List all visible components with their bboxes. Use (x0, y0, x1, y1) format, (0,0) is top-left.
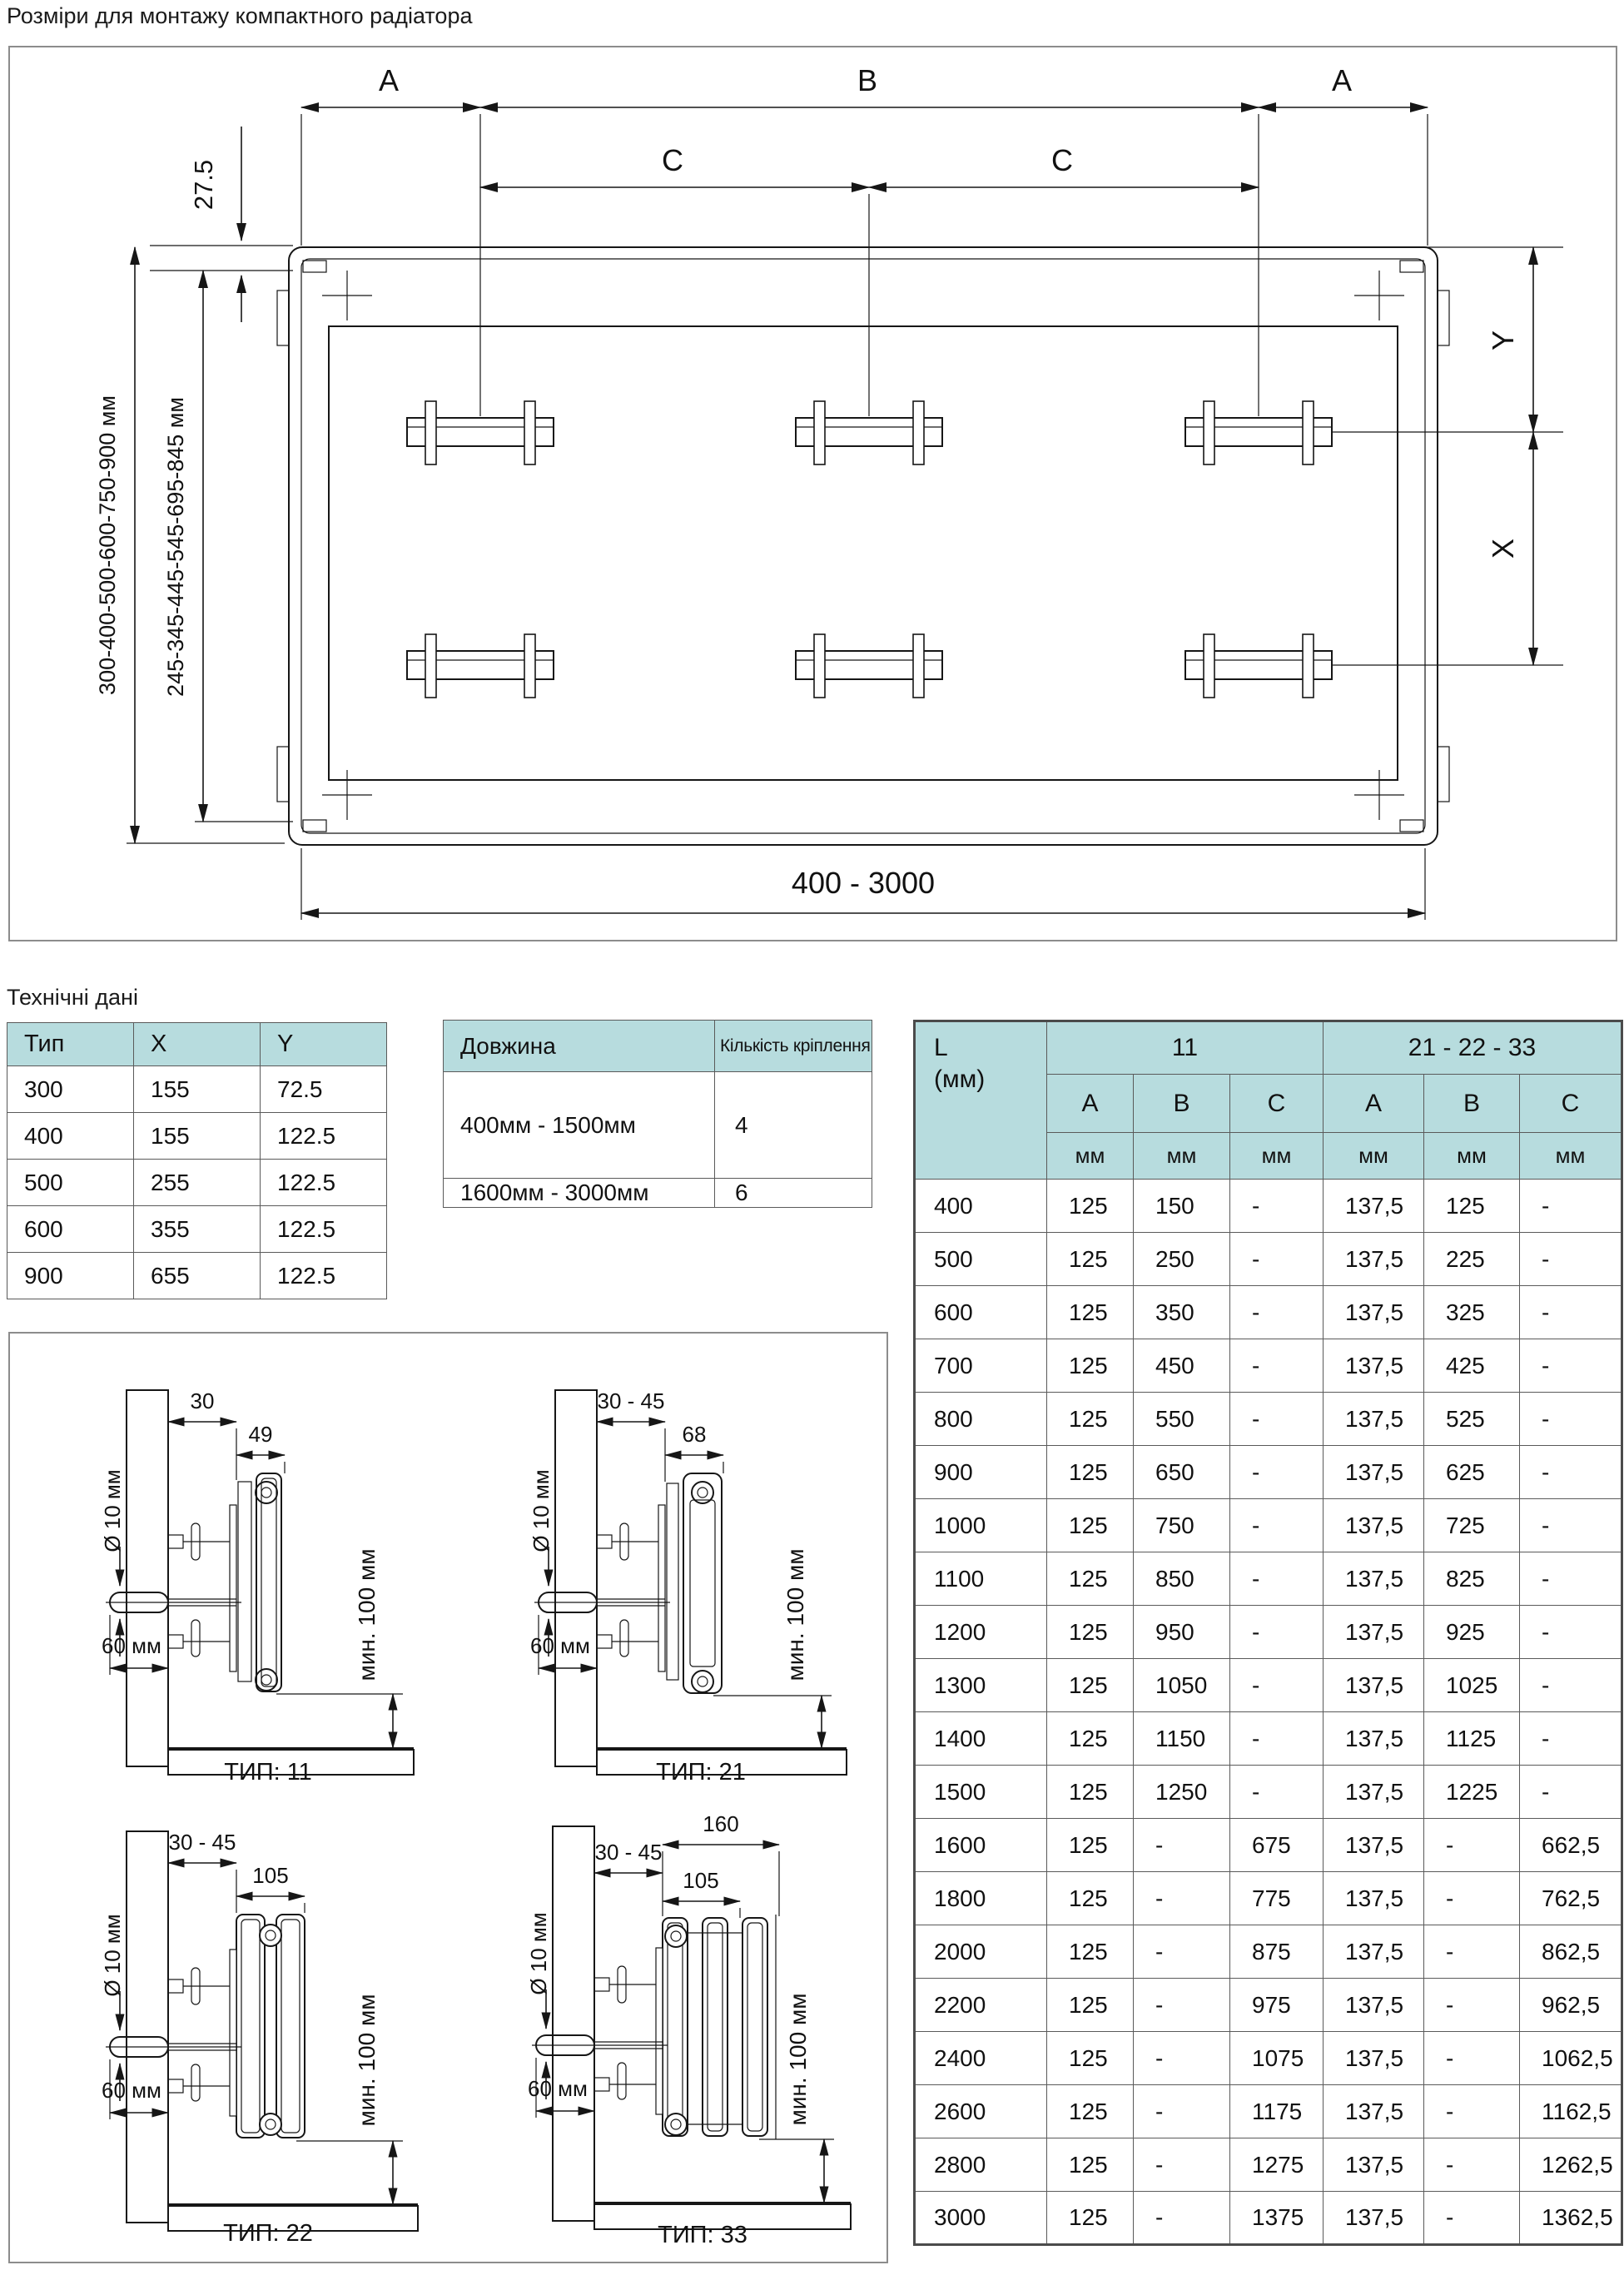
wall-gap-dim: 30 - 45 (597, 1388, 665, 1413)
table-cell: 125 (1047, 2138, 1134, 2192)
table-cell: 137,5 (1324, 1180, 1424, 1233)
table-cell: - (1424, 2192, 1520, 2245)
table-cell: - (1230, 1180, 1324, 1233)
l-cell: 1800 (915, 1872, 1047, 1925)
l-cell: 2400 (915, 2032, 1047, 2085)
table-cell: 125 (1047, 1233, 1134, 1286)
table-cell: 1262,5 (1520, 2138, 1622, 2192)
table-cell: 125 (1047, 1712, 1134, 1766)
dim-label-c-right: C (1051, 143, 1073, 177)
table-cell: 650 (1134, 1446, 1230, 1499)
l-cell: 600 (915, 1286, 1047, 1339)
table-cell: - (1520, 1659, 1622, 1712)
diagram-caption: ТИП: 11 (224, 1759, 312, 1786)
dim-label-x: X (1486, 538, 1520, 559)
table-row (915, 1819, 1622, 1872)
table-cell: 975 (1230, 1979, 1324, 2032)
table-row (915, 1286, 1622, 1339)
table-cell: - (1424, 2138, 1520, 2192)
height-range-outer: 300-400-500-600-750-900 мм (95, 395, 120, 695)
wall-bracket (168, 1505, 236, 1671)
radiator-section (238, 1473, 281, 1691)
table-cell: 137,5 (1324, 1712, 1424, 1766)
table-cell: 300 (7, 1066, 134, 1113)
table-row (915, 2032, 1622, 2085)
table-cell: 125 (1047, 1446, 1134, 1499)
wall-bracket (168, 1950, 236, 2116)
table-row (915, 1766, 1622, 1819)
table-cell: 125 (1047, 1979, 1134, 2032)
table-row (7, 1066, 387, 1113)
table-cell: 255 (134, 1160, 261, 1206)
table-cell: 225 (1424, 1233, 1520, 1286)
min-floor-clearance-dim: мин. 100 мм (354, 1994, 380, 2127)
screw-diameter-dim: Ø 10 мм (100, 1469, 125, 1552)
table-cell: - (1230, 1339, 1324, 1393)
table-cell: 125 (1047, 1393, 1134, 1446)
dimension-length (301, 848, 1425, 920)
table-cell: 125 (1424, 1180, 1520, 1233)
wall-gap-dim: 30 (190, 1388, 215, 1413)
table-cell: 125 (1047, 1819, 1134, 1872)
table-cell: 6 (715, 1179, 872, 1208)
table-cell: 137,5 (1324, 1819, 1424, 1872)
table-cell: 137,5 (1324, 1659, 1424, 1712)
column-header-x: X (134, 1023, 261, 1066)
min-floor-clearance-dim: мин. 100 мм (782, 1548, 808, 1681)
table-cell: - (1520, 1499, 1622, 1552)
l-cell: 1000 (915, 1499, 1047, 1552)
table-cell: 675 (1230, 1819, 1324, 1872)
table-cell: 400мм - 1500мм (444, 1072, 715, 1179)
table-cell: - (1230, 1766, 1324, 1819)
table-cell: 325 (1424, 1286, 1520, 1339)
diagram-caption: ТИП: 33 (658, 2222, 747, 2248)
table-row (915, 1499, 1622, 1552)
table-cell: 137,5 (1324, 1872, 1424, 1925)
sub-header: A (1047, 1075, 1134, 1133)
header-row (444, 1021, 872, 1072)
l-cell: 400 (915, 1180, 1047, 1233)
table-cell: 137,5 (1324, 1766, 1424, 1819)
min-floor-clearance-dim: мин. 100 мм (354, 1548, 380, 1681)
table-row (915, 1872, 1622, 1925)
column-header-type: Тип (7, 1023, 134, 1066)
tech-data-heading: Технічні дані (7, 985, 138, 1010)
table-cell: 762,5 (1520, 1872, 1622, 1925)
radiator-mounting-drawing (10, 47, 1616, 940)
table-cell: - (1424, 1979, 1520, 2032)
l-cell: 1300 (915, 1659, 1047, 1712)
table-cell: 825 (1424, 1552, 1520, 1606)
table-cell: - (1424, 2032, 1520, 2085)
table-cell: 122.5 (261, 1160, 387, 1206)
table-cell: 1175 (1230, 2085, 1324, 2138)
unit-header: мм (1134, 1133, 1230, 1180)
mounting-brackets (407, 401, 1332, 698)
table-cell: 600 (7, 1206, 134, 1253)
l-cell: 500 (915, 1233, 1047, 1286)
table-cell: 250 (1134, 1233, 1230, 1286)
table-cell: 950 (1134, 1606, 1230, 1659)
table-cell: - (1230, 1233, 1324, 1286)
depth-dim: 105 (252, 1863, 289, 1888)
table-row (915, 1180, 1622, 1233)
table-row (915, 1606, 1622, 1659)
table-cell: 125 (1047, 2192, 1134, 2245)
table-cell: 1075 (1230, 2032, 1324, 2085)
table-cell: 525 (1424, 1393, 1520, 1446)
radiator-section (667, 1473, 722, 1693)
table-cell: 137,5 (1324, 2138, 1424, 2192)
main-drawing-box (8, 46, 1617, 941)
table-cell: 137,5 (1324, 2032, 1424, 2085)
table-cell: 655 (134, 1253, 261, 1299)
screw-diameter-dim: Ø 10 мм (529, 1469, 554, 1552)
table-row (915, 1712, 1622, 1766)
table-row (7, 1206, 387, 1253)
dimension-top-offset (150, 127, 293, 322)
diagram-type-11 (27, 1357, 443, 1790)
table-row (444, 1072, 872, 1179)
length-range: 400 - 3000 (791, 866, 936, 900)
table-cell: 962,5 (1520, 1979, 1622, 2032)
table-cell: - (1134, 2032, 1230, 2085)
table-cell: 155 (134, 1066, 261, 1113)
table-cell: 450 (1134, 1339, 1230, 1393)
dimensions (529, 1388, 832, 1748)
height-range-inner: 245-345-445-545-695-845 мм (163, 397, 188, 697)
table-cell: 125 (1047, 1872, 1134, 1925)
table-cell: 662,5 (1520, 1819, 1622, 1872)
radiator-front-view (277, 247, 1449, 845)
table-cell: 1062,5 (1520, 2032, 1622, 2085)
table-cell: 137,5 (1324, 1552, 1424, 1606)
sub-header: C (1520, 1075, 1622, 1133)
l-cell: 2600 (915, 2085, 1047, 2138)
table-cell: 137,5 (1324, 1925, 1424, 1979)
dim-label-b: B (857, 63, 878, 97)
unit-header: мм (1324, 1133, 1424, 1180)
table-cell: - (1230, 1712, 1324, 1766)
table-cell: - (1230, 1606, 1324, 1659)
diagram-type-33 (453, 1793, 876, 2255)
inner-depth-dim: 105 (683, 1868, 719, 1893)
table-cell: 1362,5 (1520, 2192, 1622, 2245)
table-cell: - (1134, 1925, 1230, 1979)
table-cell: 775 (1230, 1872, 1324, 1925)
l-cell: 900 (915, 1446, 1047, 1499)
table-cell: - (1520, 1286, 1622, 1339)
table-cell: - (1520, 1180, 1622, 1233)
l-label: L (934, 1034, 948, 1061)
table-cell: 137,5 (1324, 1606, 1424, 1659)
mounting-dimensions-table (913, 1020, 1623, 2246)
table-cell: 137,5 (1324, 2192, 1424, 2245)
table-cell: 750 (1134, 1499, 1230, 1552)
dim-label-y: Y (1486, 330, 1520, 351)
min-floor-clearance-dim: мин. 100 мм (785, 1993, 811, 2126)
page-title: Розміри для монтажу компактного радіатора (7, 3, 473, 28)
table-cell: - (1424, 1819, 1520, 1872)
table-row (915, 2085, 1622, 2138)
table-cell: 137,5 (1324, 1339, 1424, 1393)
l-cell: 1100 (915, 1552, 1047, 1606)
table-cell: 1250 (1134, 1766, 1230, 1819)
unit-header: мм (1047, 1133, 1134, 1180)
dim-label-a-right: A (1331, 63, 1353, 97)
radiator-section (663, 1915, 776, 2139)
table-cell: 400 (7, 1113, 134, 1160)
table-row (7, 1253, 387, 1299)
table-cell: 1050 (1134, 1659, 1230, 1712)
table-cell: - (1520, 1766, 1622, 1819)
table-row (915, 1552, 1622, 1606)
table-cell: 125 (1047, 1286, 1134, 1339)
l-cell: 800 (915, 1393, 1047, 1446)
l-cell: 700 (915, 1339, 1047, 1393)
table-row (915, 1925, 1622, 1979)
table-cell: - (1230, 1446, 1324, 1499)
l-cell: 1200 (915, 1606, 1047, 1659)
table-cell: 125 (1047, 1552, 1134, 1606)
table-cell: 137,5 (1324, 1979, 1424, 2032)
table-cell: 850 (1134, 1552, 1230, 1606)
table-cell: 350 (1134, 1286, 1230, 1339)
table-cell: 625 (1424, 1446, 1520, 1499)
table-cell: 1375 (1230, 2192, 1324, 2245)
table-row (915, 1393, 1622, 1446)
table-cell: 875 (1230, 1925, 1324, 1979)
table-cell: 137,5 (1324, 1393, 1424, 1446)
table-cell: 155 (134, 1113, 261, 1160)
column-header-l (915, 1021, 1047, 1180)
group-header-21-22-33: 21 - 22 - 33 (1324, 1021, 1622, 1075)
table-cell: - (1134, 1872, 1230, 1925)
table-cell: 725 (1424, 1499, 1520, 1552)
dimension-xy (1332, 247, 1563, 665)
table-cell: 122.5 (261, 1113, 387, 1160)
table-cell: - (1520, 1393, 1622, 1446)
table-cell: 1025 (1424, 1659, 1520, 1712)
unit-header: мм (1520, 1133, 1622, 1180)
header-row (7, 1023, 387, 1066)
table-cell: 137,5 (1324, 2085, 1424, 2138)
table-row (7, 1113, 387, 1160)
l-cell: 1500 (915, 1766, 1047, 1819)
diagram-type-21 (455, 1357, 876, 1790)
table-cell: - (1134, 2192, 1230, 2245)
unit-header: мм (1230, 1133, 1324, 1180)
table-row (444, 1179, 872, 1208)
table-cell: - (1230, 1286, 1324, 1339)
dimension-aba (301, 63, 1428, 416)
table-cell: 137,5 (1324, 1446, 1424, 1499)
table-cell: - (1520, 1446, 1622, 1499)
table-cell: - (1424, 2085, 1520, 2138)
header-row-groups (915, 1021, 1622, 1075)
table-row (915, 1446, 1622, 1499)
radiator-fins (329, 326, 1398, 780)
table-cell: - (1520, 1712, 1622, 1766)
table-cell: 355 (134, 1206, 261, 1253)
anchor-depth-dim: 60 мм (528, 2076, 588, 2101)
table-cell: 1275 (1230, 2138, 1324, 2192)
diagram-type-22 (27, 1798, 443, 2252)
table-cell: - (1134, 2138, 1230, 2192)
screw-diameter-dim: Ø 10 мм (100, 1914, 125, 1997)
installation-diagrams-box (8, 1332, 888, 2263)
depth-dim: 49 (248, 1422, 273, 1447)
table-cell: 125 (1047, 2032, 1134, 2085)
table-cell: 137,5 (1324, 1286, 1424, 1339)
l-cell: 2800 (915, 2138, 1047, 2192)
table-cell: 122.5 (261, 1253, 387, 1299)
wall-bracket (594, 1948, 663, 2114)
table-cell: - (1134, 1819, 1230, 1872)
table-cell: 4 (715, 1072, 872, 1179)
table-cell: - (1520, 1339, 1622, 1393)
table-cell: 1162,5 (1520, 2085, 1622, 2138)
diagram-caption: ТИП: 21 (656, 1759, 746, 1786)
unit-header: мм (1424, 1133, 1520, 1180)
table-cell: 1600мм - 3000мм (444, 1179, 715, 1208)
wall-gap-dim: 30 - 45 (594, 1840, 663, 1865)
l-cell: 1400 (915, 1712, 1047, 1766)
depth-dim: 68 (682, 1422, 707, 1447)
l-cell: 1600 (915, 1819, 1047, 1872)
table-cell: 500 (7, 1160, 134, 1206)
table-cell: 425 (1424, 1339, 1520, 1393)
table-cell: - (1424, 1872, 1520, 1925)
table-cell: - (1520, 1233, 1622, 1286)
table-cell: 125 (1047, 1659, 1134, 1712)
table-cell: - (1134, 1979, 1230, 2032)
table-row (915, 1233, 1622, 1286)
table-cell: - (1134, 2085, 1230, 2138)
table-row (915, 2138, 1622, 2192)
table-cell: - (1230, 1659, 1324, 1712)
l-cell: 2200 (915, 1979, 1047, 2032)
table-cell: - (1230, 1393, 1324, 1446)
anchor-depth-dim: 60 мм (102, 2078, 161, 2103)
sub-header: C (1230, 1075, 1324, 1133)
screw-diameter-dim: Ø 10 мм (526, 1912, 551, 1995)
table-cell: 122.5 (261, 1206, 387, 1253)
l-cell: 3000 (915, 2192, 1047, 2245)
diagram-caption: ТИП: 22 (223, 2220, 313, 2247)
table-cell: 72.5 (261, 1066, 387, 1113)
table-cell: 125 (1047, 2085, 1134, 2138)
wall-gap-dim: 30 - 45 (168, 1830, 236, 1855)
l-cell: 2000 (915, 1925, 1047, 1979)
sub-header: B (1134, 1075, 1230, 1133)
radiator-section (236, 1915, 305, 2138)
table-cell: 925 (1424, 1606, 1520, 1659)
table-cell: 150 (1134, 1180, 1230, 1233)
table-row (915, 1979, 1622, 2032)
table-row (915, 2192, 1622, 2245)
dimension-cc (480, 143, 1259, 416)
table-cell: 125 (1047, 1499, 1134, 1552)
wall-bracket (597, 1505, 665, 1671)
sub-header: B (1424, 1075, 1520, 1133)
table-cell: 125 (1047, 1180, 1134, 1233)
table-cell: 550 (1134, 1393, 1230, 1446)
table-cell: 137,5 (1324, 1233, 1424, 1286)
anchor-depth-dim: 60 мм (530, 1633, 590, 1658)
table-cell: 125 (1047, 1766, 1134, 1819)
table-row (915, 1339, 1622, 1393)
table-cell: - (1230, 1499, 1324, 1552)
column-header-fasteners: Кількість кріплення (715, 1021, 872, 1072)
table-cell: 125 (1047, 1925, 1134, 1979)
type-xy-table (7, 1022, 387, 1299)
total-depth-dim: 160 (703, 1811, 739, 1836)
group-header-11: 11 (1047, 1021, 1324, 1075)
table-cell: - (1520, 1606, 1622, 1659)
table-cell: 1125 (1424, 1712, 1520, 1766)
table-cell: 862,5 (1520, 1925, 1622, 1979)
table-cell: - (1230, 1552, 1324, 1606)
table-cell: 137,5 (1324, 1499, 1424, 1552)
sub-header: A (1324, 1075, 1424, 1133)
l-unit: (мм) (934, 1065, 986, 1093)
table-cell: 1225 (1424, 1766, 1520, 1819)
table-cell: 125 (1047, 1606, 1134, 1659)
table-cell: 900 (7, 1253, 134, 1299)
dimension-heights (95, 247, 293, 843)
column-header-length: Довжина (444, 1021, 715, 1072)
table-row (915, 1659, 1622, 1712)
column-header-y: Y (261, 1023, 387, 1066)
table-cell: 1150 (1134, 1712, 1230, 1766)
dim-label-27-5: 27.5 (189, 159, 218, 211)
table-cell: - (1424, 1925, 1520, 1979)
dim-label-c-left: C (662, 143, 683, 177)
table-cell: 125 (1047, 1339, 1134, 1393)
anchor-depth-dim: 60 мм (102, 1633, 161, 1658)
table-cell: - (1520, 1552, 1622, 1606)
length-fasteners-table (443, 1020, 872, 1208)
table-row (7, 1160, 387, 1206)
dim-label-a-left: A (378, 63, 400, 97)
